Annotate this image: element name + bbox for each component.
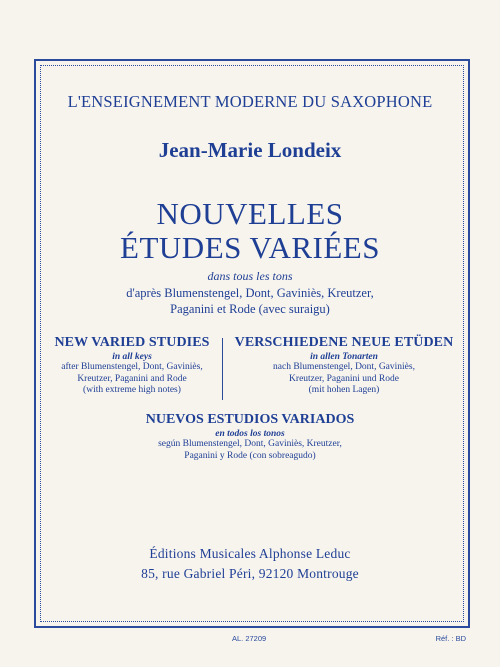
english-block	[44, 335, 220, 397]
spanish-title: NUEVOS ESTUDIOS VARIADOS	[145, 412, 355, 427]
german-line: (mit hohen Lagen)	[308, 385, 380, 395]
composer-name: Jean-Marie Londeix	[158, 138, 342, 162]
german-title: VERSCHIEDENE NEUE ETÜDEN	[234, 335, 454, 350]
spanish-line: según Blumenstengel, Dont, Gaviniès, Kreutzer,	[158, 439, 342, 449]
main-title-line2: ÉTUDES VARIÉES	[120, 230, 380, 265]
catalog-number: AL. 27209	[232, 634, 267, 643]
spanish-line: Paganini y Rode (con sobreagudo)	[184, 450, 316, 461]
main-after-line2: Paganini et Rode (avec suraigu)	[170, 302, 330, 316]
german-line: nach Blumenstengel, Dont, Gaviniès,	[273, 362, 415, 372]
german-line: Kreutzer, Paganini und Rode	[289, 373, 399, 384]
column-divider	[222, 338, 223, 400]
spanish-block	[0, 412, 500, 462]
main-title-line1: NOUVELLES	[156, 196, 344, 231]
publisher-name: Éditions Musicales Alphonse Leduc	[149, 546, 351, 561]
main-subtitle: dans tous les tons	[207, 269, 293, 283]
main-after-line1: d'après Blumenstengel, Dont, Gaviniès, Kreutzer,	[126, 286, 374, 300]
german-keys: in allen Tonarten	[310, 352, 378, 362]
german-block	[226, 335, 462, 397]
english-title: NEW VARIED STUDIES	[54, 335, 210, 350]
english-line: (with extreme high notes)	[83, 385, 181, 395]
reference-code: Réf. : BD	[435, 634, 466, 643]
english-keys: in all keys	[112, 352, 152, 362]
spanish-keys: en todos los tonos	[215, 429, 285, 439]
english-line: Kreutzer, Paganini and Rode	[77, 373, 187, 384]
publisher-address: 85, rue Gabriel Péri, 92120 Montrouge	[141, 566, 359, 581]
english-line: after Blumenstengel, Dont, Gaviniès,	[61, 362, 203, 372]
series-title: L'ENSEIGNEMENT MODERNE DU SAXOPHONE	[67, 92, 433, 111]
